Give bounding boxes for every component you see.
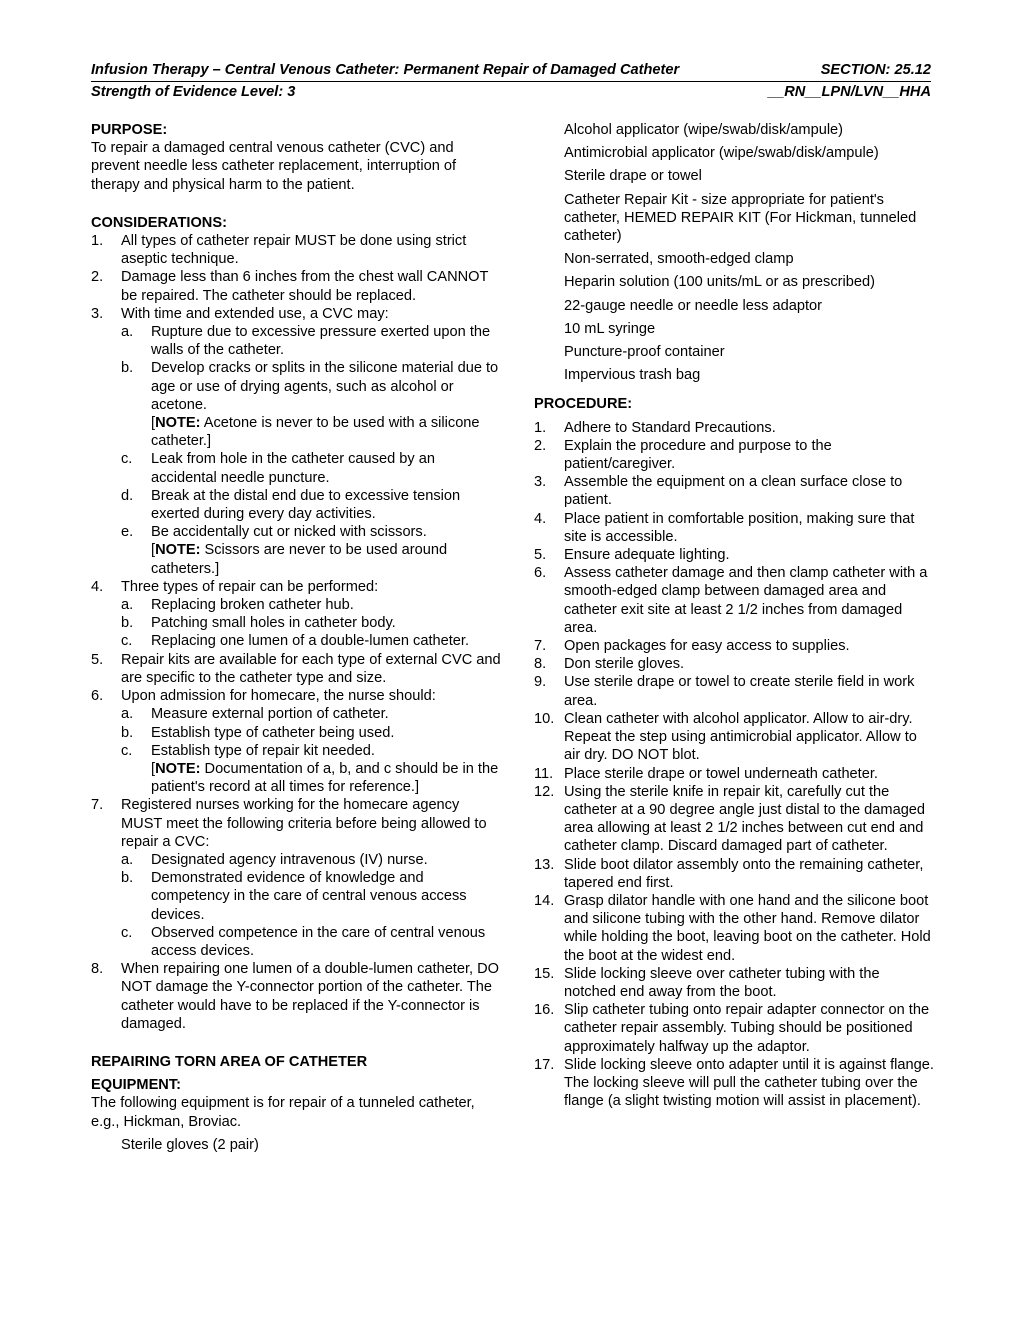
repair-heading: REPAIRING TORN AREA OF CATHETER [91, 1053, 368, 1070]
document-title [91, 62, 931, 79]
list-item: 13. Slide boot dilator assembly onto the remaining catheter, tapered end first. [534, 856, 924, 891]
list-item: a. Measure external portion of catheter. [121, 706, 389, 723]
list-item: 12. Using the sterile knife in repair kit, carefully cut the catheter at a 90 degree angle just distal to the damaged area allowing at least 2 1/2 inches between cut end and catheter clamp. Discard damaged part of catheter. [534, 783, 926, 855]
procedure-heading: PROCEDURE: [534, 396, 633, 413]
list-item: 9. Use sterile drape or towel to create sterile field in work area. [534, 674, 915, 709]
evidence-level: Strength of Evidence Level: 3 [91, 84, 296, 100]
list-item: 17. Slide locking sleeve onto adapter until it is against flange. The locking sleeve will pull the catheter tubing over the flange (a slight twisting motion will assist in placement). [534, 1056, 934, 1110]
role-checklist: __RN__LPN/LVN__HHA [767, 84, 931, 100]
list-item: 4. Place patient in comfortable position, making sure that site is accessible. [534, 510, 915, 545]
list-item: d. Break at the distal end due to excessive tension exerted during every day activities. [121, 487, 461, 523]
list-item: b. Establish type of catheter being used. [121, 724, 395, 741]
list-item: 11. Place sterile drape or towel underneath catheter. [534, 765, 878, 782]
list-item: c. Leak from hole in the catheter caused by an accidental needle puncture. [121, 451, 435, 486]
list-item: b. Develop cracks or splits in the silicone material due to age or use of drying agents, such as alcohol or acetone. [121, 360, 499, 413]
equipment-item: 22-gauge needle or needle less adaptor [564, 297, 823, 314]
list-item: 3. Assemble the equipment on a clean surface close to patient. [534, 474, 903, 509]
list-item: 7. Open packages for easy access to supplies. [534, 638, 850, 655]
list-item: c. Establish type of repair kit needed. [121, 742, 375, 759]
list-item: 3. With time and extended use, a CVC may: [91, 305, 389, 322]
list-item: c. Replacing one lumen of a double-lumen catheter. [121, 633, 470, 650]
list-item: 10. Clean catheter with alcohol applicator. Allow to air-dry. Repeat the step using antimicrobial applicator. Allow to air dry. DO NOT blot. [534, 710, 917, 764]
equipment-item: Heparin solution (100 units/mL or as prescribed) [564, 274, 875, 291]
note: [NOTE: Documentation of a, b, and c should be in the patient's record at all times for reference.] [151, 760, 499, 796]
list-item: 5. Ensure adequate lighting. [534, 547, 730, 564]
list-item: 1. All types of catheter repair MUST be done using strict aseptic technique. [91, 233, 467, 268]
list-item: 15. Slide locking sleeve over catheter tubing with the notched end away from the boot. [534, 965, 880, 1000]
equipment-item: Sterile drape or towel [564, 168, 702, 185]
list-item: 1. Adhere to Standard Precautions. [534, 419, 776, 436]
equipment-item: Alcohol applicator (wipe/swab/disk/ampule) [564, 122, 844, 138]
list-item: a. Replacing broken catheter hub. [121, 597, 354, 614]
equipment-item: Sterile gloves (2 pair) [121, 1136, 259, 1153]
equipment-intro: The following equipment is for repair of a tunneled catheter, e.g., Hickman, Broviac. [91, 1095, 475, 1130]
list-item: a. Rupture due to excessive pressure exerted upon the walls of the catheter. [121, 324, 491, 359]
equipment-item: Puncture-proof container [564, 344, 725, 361]
list-item: 2. Damage less than 6 inches from the chest wall CANNOT be repaired. The catheter should be replaced. [91, 269, 489, 304]
list-item: b. Demonstrated evidence of knowledge and competency in the care of central venous access devices. [121, 870, 467, 923]
purpose-heading: PURPOSE: [91, 122, 168, 138]
list-item: e. Be accidentally cut or nicked with scissors. [121, 524, 427, 541]
equipment-item: Catheter Repair Kit - size appropriate for patient's catheter, HEMED REPAIR KIT (For Hickman, tunneled catheter) [564, 191, 917, 245]
equipment-item: Antimicrobial applicator (wipe/swab/disk/ampule) [564, 145, 879, 162]
considerations-heading: CONSIDERATIONS: [91, 214, 227, 231]
section-number: SECTION: 25.12 [820, 62, 931, 78]
equipment-heading: EQUIPMENT: [91, 1077, 181, 1094]
list-item: 16. Slip catheter tubing onto repair adapter connector on the catheter repair assembly. Tubing should be positioned approximately halfway up the adaptor. [534, 1002, 930, 1055]
list-item: 5. Repair kits are available for each type of external CVC and are specific to the catheter type and size. [91, 651, 501, 686]
header-subline [91, 84, 931, 101]
list-item: 6. Assess catheter damage and then clamp catheter with a smooth-edged clamp between damaged area and catheter exit site at least 2 1/2 inches from damaged area. [534, 565, 928, 636]
list-item: 2. Explain the procedure and purpose to the patient/caregiver. [534, 437, 832, 473]
header-rule [91, 81, 931, 82]
list-item: 6. Upon admission for homecare, the nurse should: [91, 688, 436, 705]
equipment-item: Non-serrated, smooth-edged clamp [564, 251, 794, 268]
list-item: 14. Grasp dilator handle with one hand and the silicone boot and silicone tubing with the other hand. Remove dilator while holding the boot, leaving boot on the catheter. Hold the boot at the widest end. [534, 892, 931, 964]
list-item: 4. Three types of repair can be performed: [91, 578, 379, 595]
list-item: c. Observed competence in the care of central venous access devices. [121, 924, 486, 959]
equipment-item: 10 mL syringe [564, 320, 656, 337]
equipment-item: Impervious trash bag [564, 367, 701, 384]
right-column [534, 121, 934, 1110]
list-item: 7. Registered nurses working for the homecare agency MUST meet the following criteria before being allowed to repair a CVC: [91, 797, 487, 850]
list-item: b. Patching small holes in catheter body. [121, 615, 396, 632]
purpose-text: To repair a damaged central venous catheter (CVC) and prevent needle less catheter replacement, interruption of therapy and physical harm to the patient. [91, 140, 457, 193]
left-column [91, 121, 501, 1159]
list-item: 8. Don sterile gloves. [534, 656, 685, 673]
list-item: a. Designated agency intravenous (IV) nurse. [121, 851, 428, 868]
title-text: Infusion Therapy – Central Venous Catheter: Permanent Repair of Damaged Catheter [91, 62, 680, 78]
note: [NOTE: Scissors are never to be used around catheters.] [151, 542, 448, 577]
note: [NOTE: Acetone is never to be used with a silicone catheter.] [151, 415, 480, 450]
list-item: 8. When repairing one lumen of a double-lumen catheter, DO NOT damage the Y-connector portion of the catheter. The catheter would have to be replaced if the Y-connector is damaged. [91, 961, 500, 1032]
